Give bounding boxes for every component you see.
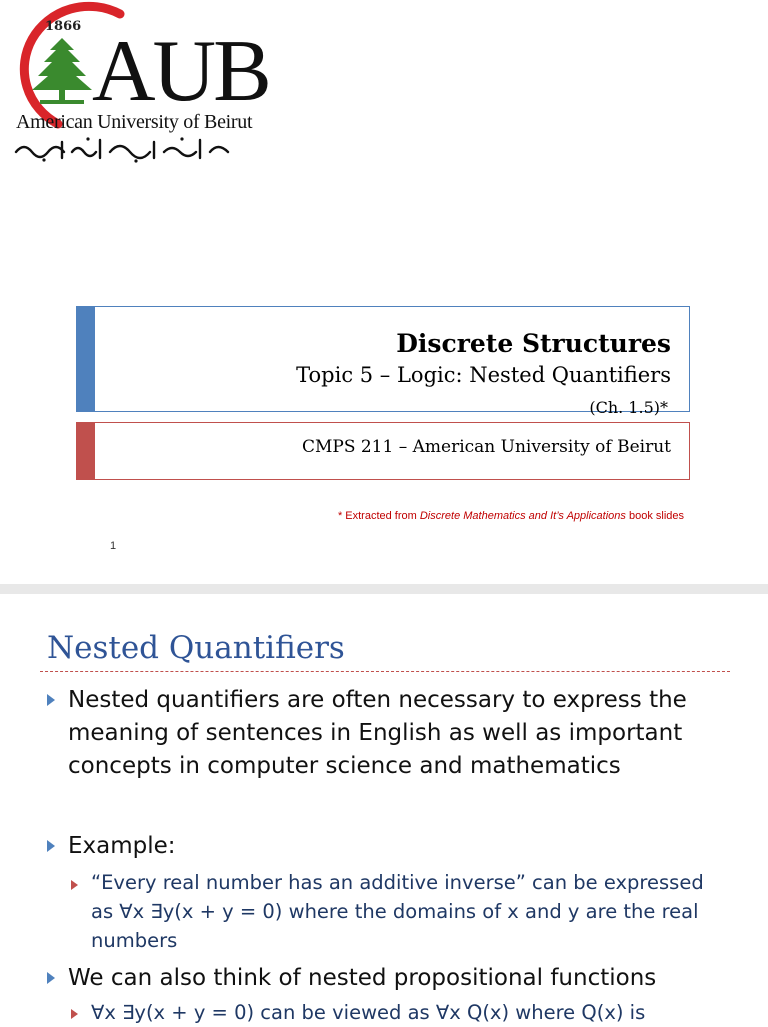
bullet-arrow-icon [47, 694, 55, 706]
logo-wordmark: AUB [92, 23, 269, 120]
bullet-arrow-icon [47, 972, 55, 984]
source-note [338, 510, 684, 522]
bullet-item: Example: [68, 833, 176, 859]
sub-bullet-arrow-icon [71, 1009, 78, 1019]
title-accent-bar [77, 307, 95, 411]
chapter-reference: (Ch. 1.5)* [589, 398, 668, 417]
logo-university-name: American University of Beirut [16, 111, 253, 133]
logo-arabic-name [14, 134, 234, 164]
slide-heading: Nested Quantifiers [47, 630, 345, 666]
course-accent-bar [77, 423, 95, 479]
content-slide [0, 594, 768, 1024]
course-box [76, 422, 690, 480]
source-note-prefix: * Extracted from [337, 510, 420, 522]
aub-logo [0, 0, 269, 170]
slide-subtitle: Topic 5 – Logic: Nested Quantifiers [296, 363, 671, 387]
sub-bullet-item: “Every real number has an additive inverse” can be expressed as ∀x ∃y(x + y = 0) where the domains of x and y are the real numbers [91, 871, 704, 952]
bullet-item: Nested quantifiers are often necessary to express the meaning of sentences in English as well as important concepts in computer science and mathematics [68, 687, 687, 779]
page-number: 1 [110, 540, 117, 552]
slide-divider [0, 584, 768, 594]
heading-divider [40, 671, 730, 672]
bullet-arrow-icon [47, 840, 55, 852]
title-box [76, 306, 690, 412]
sub-bullet-arrow-icon [71, 880, 78, 890]
slide-title: Discrete Structures [396, 329, 671, 358]
course-label: CMPS 211 – American University of Beirut [301, 437, 671, 457]
source-note-book: Discrete Mathematics and It’s Applications [419, 510, 626, 522]
bullet-item: We can also think of nested propositional functions [68, 965, 657, 991]
logo-year: 1866 [45, 19, 82, 34]
sub-bullet-item: ∀x ∃y(x + y = 0) can be viewed as ∀x Q(x) where Q(x) is [91, 1001, 646, 1024]
source-note-suffix: book slides [625, 510, 684, 522]
cedar-tree-icon [30, 34, 94, 112]
